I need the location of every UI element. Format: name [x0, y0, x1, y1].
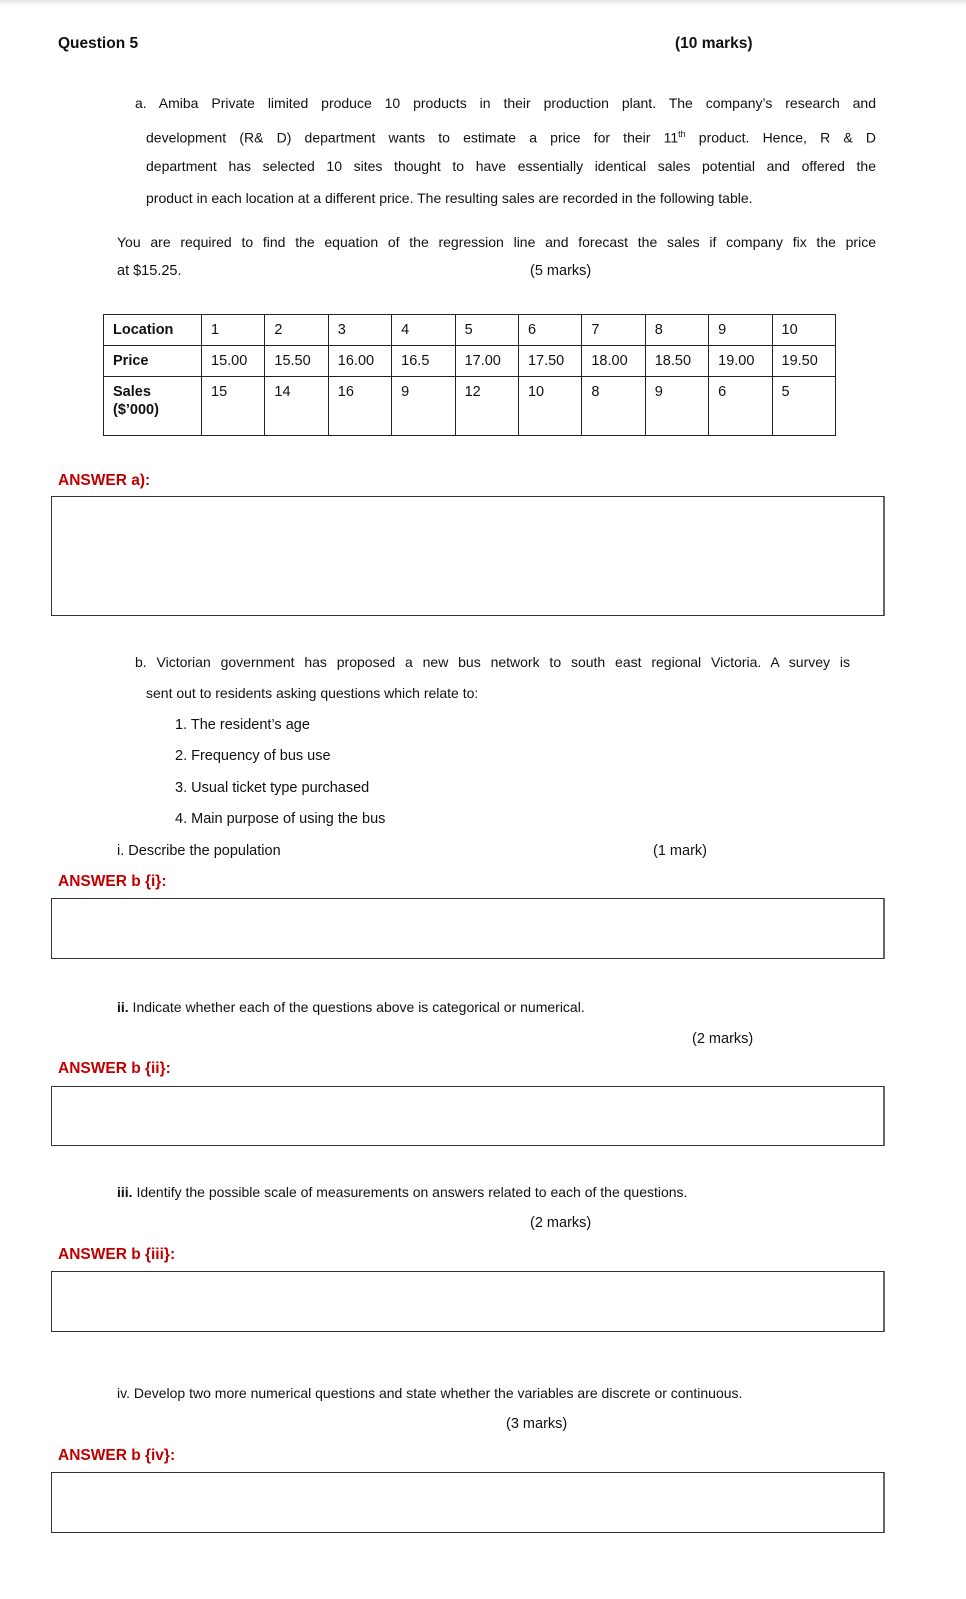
- part-b-intro-1: b. Victorian government has proposed a new bus network to south east regional Victoria. A survey is: [135, 654, 850, 670]
- question-b-iv-marks: (3 marks): [506, 1416, 568, 1432]
- row-header-unit: ($’000): [113, 402, 159, 418]
- table-cell-location: 1: [202, 315, 265, 346]
- answer-a-box[interactable]: [51, 496, 885, 616]
- price-sales-table: [103, 314, 836, 436]
- table-cell-sales: 9: [392, 377, 455, 436]
- row-header: Location: [104, 315, 202, 346]
- page-top-edge: [0, 0, 966, 6]
- table-cell-sales: 5: [772, 377, 835, 436]
- table-cell-sales: 15: [202, 377, 265, 436]
- part-a-line-3: department has selected 10 sites thought to have essentially identical sales potential and offered the: [146, 158, 876, 174]
- answer-b-ii-label: ANSWER b {ii}:: [58, 1060, 171, 1077]
- question-b-ii: [117, 998, 585, 1016]
- part-a-line-4: product in each location at a different price. The resulting sales are recorded in the following table.: [146, 190, 753, 206]
- question-marks: (10 marks): [675, 35, 753, 52]
- text: development (R& D) department wants to estimate a price for their 11: [146, 129, 679, 146]
- table-cell-location: 2: [265, 315, 328, 346]
- table-cell-price: 18.00: [582, 346, 645, 377]
- answer-b-i-box[interactable]: [51, 898, 885, 959]
- table-cell-price: 15.50: [265, 346, 328, 377]
- row-header-text: Sales: [113, 384, 151, 400]
- row-header: [104, 377, 202, 436]
- part-a-line-1: a. Amiba Private limited produce 10 products in their production plant. The company’s research and: [135, 95, 876, 111]
- answer-b-ii-box[interactable]: [51, 1086, 885, 1146]
- table-cell-price: 19.50: [772, 346, 835, 377]
- table-cell-price: 15.00: [202, 346, 265, 377]
- question-b-i: i. Describe the population: [117, 843, 281, 859]
- list-item: 3. Usual ticket type purchased: [175, 780, 370, 796]
- table-cell-location: 4: [392, 315, 455, 346]
- part-a-marks: (5 marks): [530, 263, 592, 279]
- answer-b-iv-label: ANSWER b {iv}:: [58, 1447, 176, 1464]
- table-cell-location: 9: [709, 315, 772, 346]
- superscript: th: [678, 129, 686, 139]
- list-item: 2. Frequency of bus use: [175, 748, 331, 764]
- text: product. Hence, R & D: [685, 129, 876, 146]
- answer-b-iii-label: ANSWER b {iii}:: [58, 1246, 176, 1263]
- table-cell-location: 6: [518, 315, 581, 346]
- question-text: Identify the possible scale of measurements on answers related to each of the questions.: [132, 1184, 688, 1200]
- question-b-iii: [117, 1183, 687, 1201]
- answer-b-i-label: ANSWER b {i}:: [58, 873, 167, 890]
- answer-b-iii-box[interactable]: [51, 1271, 885, 1332]
- part-a-task-line-1: You are required to find the equation of the regression line and forecast the sales if company fix the price: [117, 234, 876, 250]
- answer-b-iv-box[interactable]: [51, 1472, 885, 1533]
- part-b-intro-2: sent out to residents asking questions which relate to:: [146, 685, 479, 701]
- list-item: 4. Main purpose of using the bus: [175, 811, 386, 827]
- part-a-line-2: [146, 125, 876, 147]
- table-cell-location: 5: [455, 315, 518, 346]
- table-cell-price: 17.50: [518, 346, 581, 377]
- table-cell-price: 19.00: [709, 346, 772, 377]
- table-cell-sales: 6: [709, 377, 772, 436]
- table-cell-price: 18.50: [645, 346, 708, 377]
- table-cell-price: 17.00: [455, 346, 518, 377]
- question-title: Question 5: [58, 35, 139, 52]
- question-b-i-marks: (1 mark): [653, 843, 707, 859]
- table-cell-sales: 16: [328, 377, 391, 436]
- table-row-price: [104, 346, 836, 377]
- table-cell-sales: 8: [582, 377, 645, 436]
- table-cell-price: 16.5: [392, 346, 455, 377]
- table-cell-location: 10: [772, 315, 835, 346]
- table-row-sales: [104, 377, 836, 436]
- list-item: 1. The resident’s age: [175, 717, 310, 733]
- table-cell-sales: 10: [518, 377, 581, 436]
- question-b-iv: iv. Develop two more numerical questions and state whether the variables are discrete or continuous.: [117, 1385, 743, 1401]
- question-number: ii.: [117, 999, 129, 1015]
- answer-a-label: ANSWER a):: [58, 472, 151, 489]
- question-text: Indicate whether each of the questions above is categorical or numerical.: [128, 999, 585, 1015]
- table-cell-sales: 9: [645, 377, 708, 436]
- table-cell-price: 16.00: [328, 346, 391, 377]
- table-row-location: [104, 315, 836, 346]
- table-cell-sales: 12: [455, 377, 518, 436]
- question-b-iii-marks: (2 marks): [530, 1215, 592, 1231]
- table-cell-sales: 14: [265, 377, 328, 436]
- question-b-ii-marks: (2 marks): [692, 1031, 754, 1047]
- question-number: iii.: [117, 1184, 133, 1200]
- row-header: Price: [104, 346, 202, 377]
- table-cell-location: 3: [328, 315, 391, 346]
- part-a-task-line-2: at $15.25.: [117, 263, 182, 279]
- table-cell-location: 7: [582, 315, 645, 346]
- table-cell-location: 8: [645, 315, 708, 346]
